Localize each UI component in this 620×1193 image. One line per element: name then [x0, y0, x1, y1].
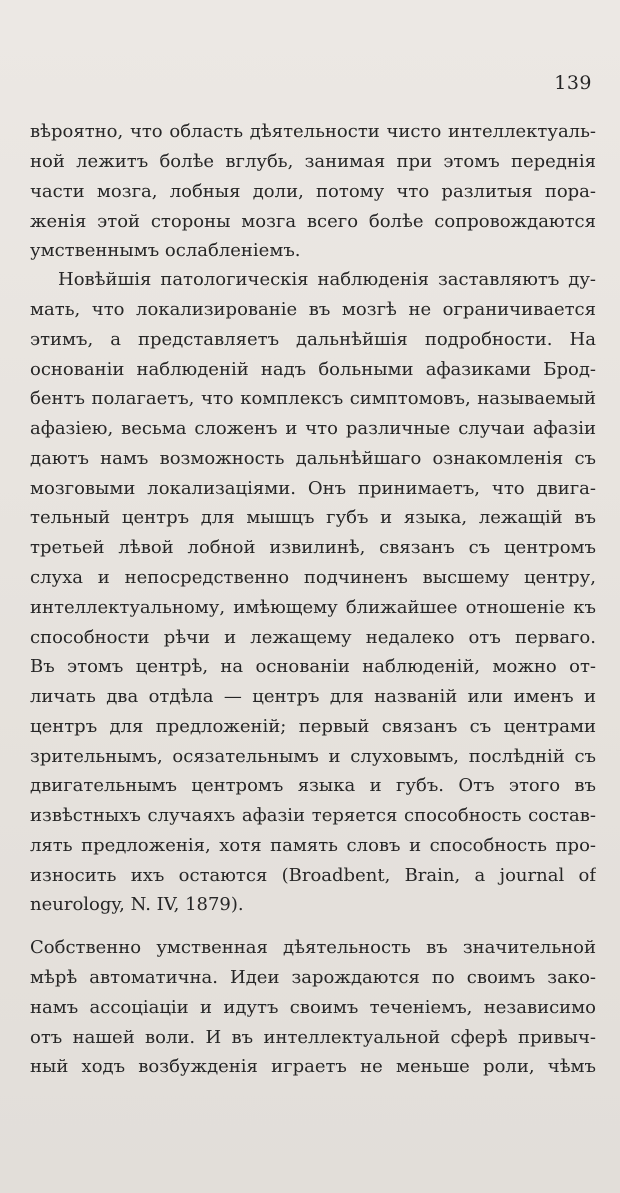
text-line: двигательнымъ центромъ языка и губъ. Отъ этого въ: [30, 775, 596, 796]
text-line: части мозга, лобныя доли, потому что разлитыя пора-: [30, 181, 596, 202]
text-line: умственнымъ ослабленіемъ.: [30, 240, 301, 261]
page-number: 139: [554, 72, 592, 94]
text-line: вѣроятно, что область дѣятельности чисто интеллектуаль-: [30, 121, 596, 142]
text-line: Въ этомъ центрѣ, на основаніи наблюденій, можно от-: [30, 656, 596, 677]
text-line: основаніи наблюденій надъ больными афазиками Брод-: [30, 359, 596, 380]
text-line: женія этой стороны мозга всего болѣе сопровождаются: [30, 211, 596, 232]
text-line: лять предложенія, хотя память словъ и способность про-: [30, 835, 596, 856]
text-line: neurology, N. IV, 1879).: [30, 894, 244, 915]
text-line: слуха и непосредственно подчиненъ высшему центру,: [30, 567, 596, 588]
text-line: Собственно умственная дѣятельность въ значительной: [30, 937, 596, 958]
text-line: личать два отдѣла — центръ для названій или именъ и: [30, 686, 596, 707]
text-line: афазіею, весьма сложенъ и что различные случаи афазіи: [30, 418, 596, 439]
text-line: интеллектуальному, имѣющему ближайшее отношеніе къ: [30, 597, 596, 618]
text-line: извѣстныхъ случаяхъ афазіи теряется способность состав-: [30, 805, 596, 826]
text-line: ный ходъ возбужденія играетъ не меньше роли, чѣмъ: [30, 1056, 596, 1077]
text-line: третьей лѣвой лобной извилинѣ, связанъ съ центромъ: [30, 537, 596, 558]
text-line: тельный центръ для мышцъ губъ и языка, лежащій въ: [30, 507, 596, 528]
text-line: центръ для предложеній; первый связанъ съ центрами: [30, 716, 596, 737]
text-line: износить ихъ остаются (Broadbent, Brain, a journal of: [30, 865, 596, 886]
text-line: способности рѣчи и лежащему недалеко отъ перваго.: [30, 627, 596, 648]
text-line: ной лежитъ болѣе вглубь, занимая при этомъ переднія: [30, 151, 596, 172]
text-line: мѣрѣ автоматична. Идеи зарождаются по своимъ зако-: [30, 967, 596, 988]
text-line: мать, что локализированіе въ мозгѣ не ограничивается: [30, 299, 596, 320]
text-line: бентъ полагаетъ, что комплексъ симптомовъ, называемый: [30, 388, 596, 409]
text-line: даютъ намъ возможность дальнѣйшаго ознакомленія съ: [30, 448, 596, 469]
text-line: этимъ, а представляетъ дальнѣйшія подробности. На: [30, 329, 596, 350]
text-line: зрительнымъ, осязательнымъ и слуховымъ, послѣдній съ: [30, 746, 596, 767]
text-line: намъ ассоціаціи и идутъ своимъ теченіемъ, независимо: [30, 997, 596, 1018]
text-line: отъ нашей воли. И въ интеллектуальной сферѣ привыч-: [30, 1027, 596, 1048]
text-line: Новѣйшія патологическія наблюденія заставляютъ ду-: [58, 269, 596, 290]
text-line: мозговыми локализаціями. Онъ принимаетъ, что двига-: [30, 478, 596, 499]
